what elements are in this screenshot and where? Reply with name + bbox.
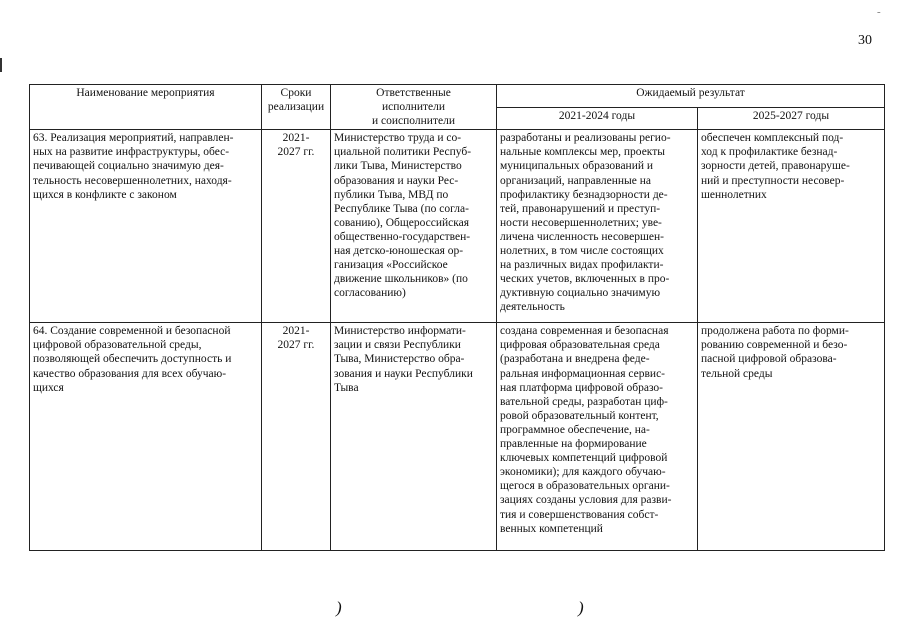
row-name-cell: 64. Создание современной и безопасной цифровой образовательной среды, позволяющей обеспечить доступность и качество образования для всех обучаю- щихся (30, 323, 262, 551)
header-period-2021-2024: 2021-2024 годы (497, 107, 698, 130)
activities-table (29, 84, 885, 551)
row-executors-cell: Министерство информати- зации и связи Республики Тыва, Министерство обра- зования и науки Республики Тыва (331, 323, 497, 551)
table-row (30, 130, 885, 323)
corner-mark: - (877, 6, 881, 18)
margin-mark (0, 58, 2, 72)
footer-mark-right: ) (578, 598, 584, 617)
row-result-2025-2027-cell: продолжена работа по форми- рованию современной и безо- пасной цифровой образова- тельной среды (698, 323, 885, 551)
header-row-top (30, 85, 885, 108)
header-name: Наименование мероприятия (30, 85, 262, 130)
footer-mark-left: ) (336, 598, 342, 617)
header-terms: Сроки реализации (262, 85, 331, 130)
row-result-2021-2024-cell: разработаны и реализованы регио- нальные комплексы мер, проекты муниципальных образований и организаций, направленные на профилактику безнадзорности де- тей, правонарушений и преступ- ности несовершеннолетних; уве- личена численность несовершен- нолетних, в том числе состоящих на различных видах профилакти- ческих учетов, включенных в про- дуктивную социально значимую деятельность (497, 130, 698, 323)
row-name-cell: 63. Реализация мероприятий, направлен- ных на развитие инфраструктуры, обес- печивающей социально значимую дея- тельность несовершеннолетних, находя- щихся в конфликте с законом (30, 130, 262, 323)
row-result-2021-2024-cell: создана современная и безопасная цифровая образовательная среда (разработана и внедрена феде- ральная информационная сервис- ная платформа цифровой образо- вательной среды, разработан циф- ровой образовательный контент, программное обеспечение, на- правленные на формирование ключевых компетенций цифровой экономики); для каждого обучаю- щегося в образовательных органи- зациях созданы условия для разви- тия и совершенствования собст- венных компетенций (497, 323, 698, 551)
header-period-2025-2027: 2025-2027 годы (698, 107, 885, 130)
row-result-2025-2027-cell: обеспечен комплексный под- ход к профилактике безнад- зорности детей, правонаруше- ний и преступности несовер- шеннолетних (698, 130, 885, 323)
header-expected-result: Ожидаемый результат (497, 85, 885, 108)
page-number: 30 (858, 33, 872, 48)
row-terms-cell: 2021- 2027 гг. (262, 130, 331, 323)
table-row (30, 323, 885, 551)
row-terms-cell: 2021- 2027 гг. (262, 323, 331, 551)
row-executors-cell: Министерство труда и со- циальной политики Респуб- лики Тыва, Министерство образования и науки Рес- публики Тыва, МВД по Республике Тыва (по согла- сованию), Общероссийская общественно-государствен- ная детско-юношеская ор- ганизация «Российское движение школьников» (по согласованию) (331, 130, 497, 323)
header-executors: Ответственные исполнители и соисполнители (331, 85, 497, 130)
